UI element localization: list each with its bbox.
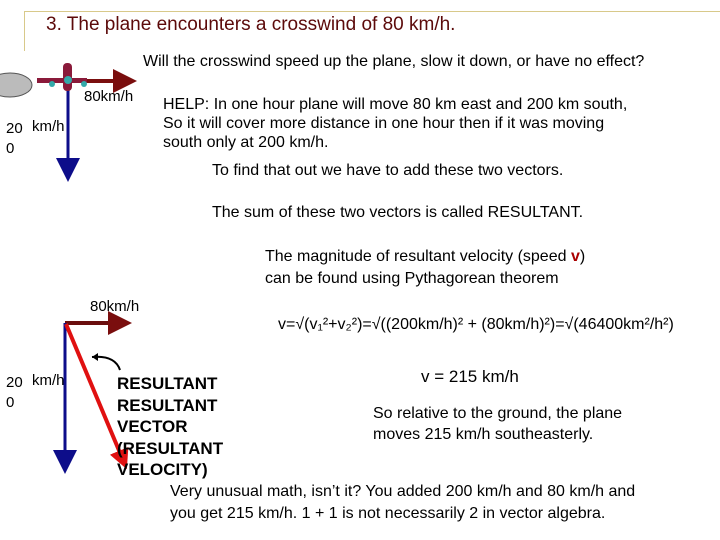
resultant-vector: [66, 324, 123, 460]
magnitude-text: [265, 246, 585, 290]
conclusion: [373, 403, 622, 445]
help-line-2: So it will cover more distance in one hour then if it was moving: [163, 115, 605, 132]
magnitude-close: ): [579, 248, 586, 265]
resultant-line-5: VELOCITY): [117, 460, 208, 479]
help-line-1: HELP: In one hour plane will move 80 km east and 200 km south,: [163, 96, 628, 113]
sum-text: The sum of these two vectors is called RESULTANT.: [212, 204, 584, 221]
slide-title: 3. The plane encounters a crosswind of 80 km/h.: [46, 14, 456, 35]
resultant-line-1: RESULTANT: [117, 374, 218, 393]
add-vectors-text: To find that out we have to add these two vectors.: [212, 162, 564, 179]
magnitude-line-2: can be found using Pythagorean theorem: [265, 270, 559, 287]
east-label-2: 80km/h: [90, 298, 140, 315]
cloud-icon: [0, 73, 32, 97]
south-num-2: 20 0: [6, 374, 23, 411]
help-text: [163, 95, 627, 152]
south-unit-2: km/h: [32, 372, 65, 389]
answer: v = 215 km/h: [421, 367, 519, 386]
footer-text: [170, 481, 635, 525]
footer-line-1: Very unusual math, isn’t it? You added 200 km/h and 80 km/h and: [170, 483, 636, 500]
resultant-line-4: (RESULTANT: [117, 438, 224, 458]
airplane-icon: [37, 63, 87, 91]
conclusion-line-1: So relative to the ground, the plane: [373, 405, 623, 422]
resultant-line-2: RESULTANT: [117, 395, 218, 415]
south-unit-1: km/h: [32, 118, 65, 135]
question: Will the crosswind speed up the plane, slow it down, or have no effect?: [143, 53, 645, 70]
footer-line-2: you get 215 km/h. 1 + 1 is not necessarily 2 in vector algebra.: [170, 505, 606, 522]
resultant-label: [117, 373, 223, 481]
magnitude-line-1: The magnitude of resultant velocity (speed: [265, 248, 571, 265]
resultant-line-3: VECTOR: [117, 417, 188, 436]
east-label-1: 80km/h: [84, 88, 134, 105]
pythagorean-formula: v=√(v₁²+v₂²)=√((200km/h)² + (80km/h)²)=√(46400km²/h²): [278, 316, 674, 333]
v-symbol: v: [570, 248, 580, 265]
south-num-1: 20 0: [6, 120, 23, 157]
conclusion-line-2: moves 215 km/h southeasterly.: [373, 426, 594, 443]
help-line-3: south only at 200 km/h.: [163, 134, 329, 151]
